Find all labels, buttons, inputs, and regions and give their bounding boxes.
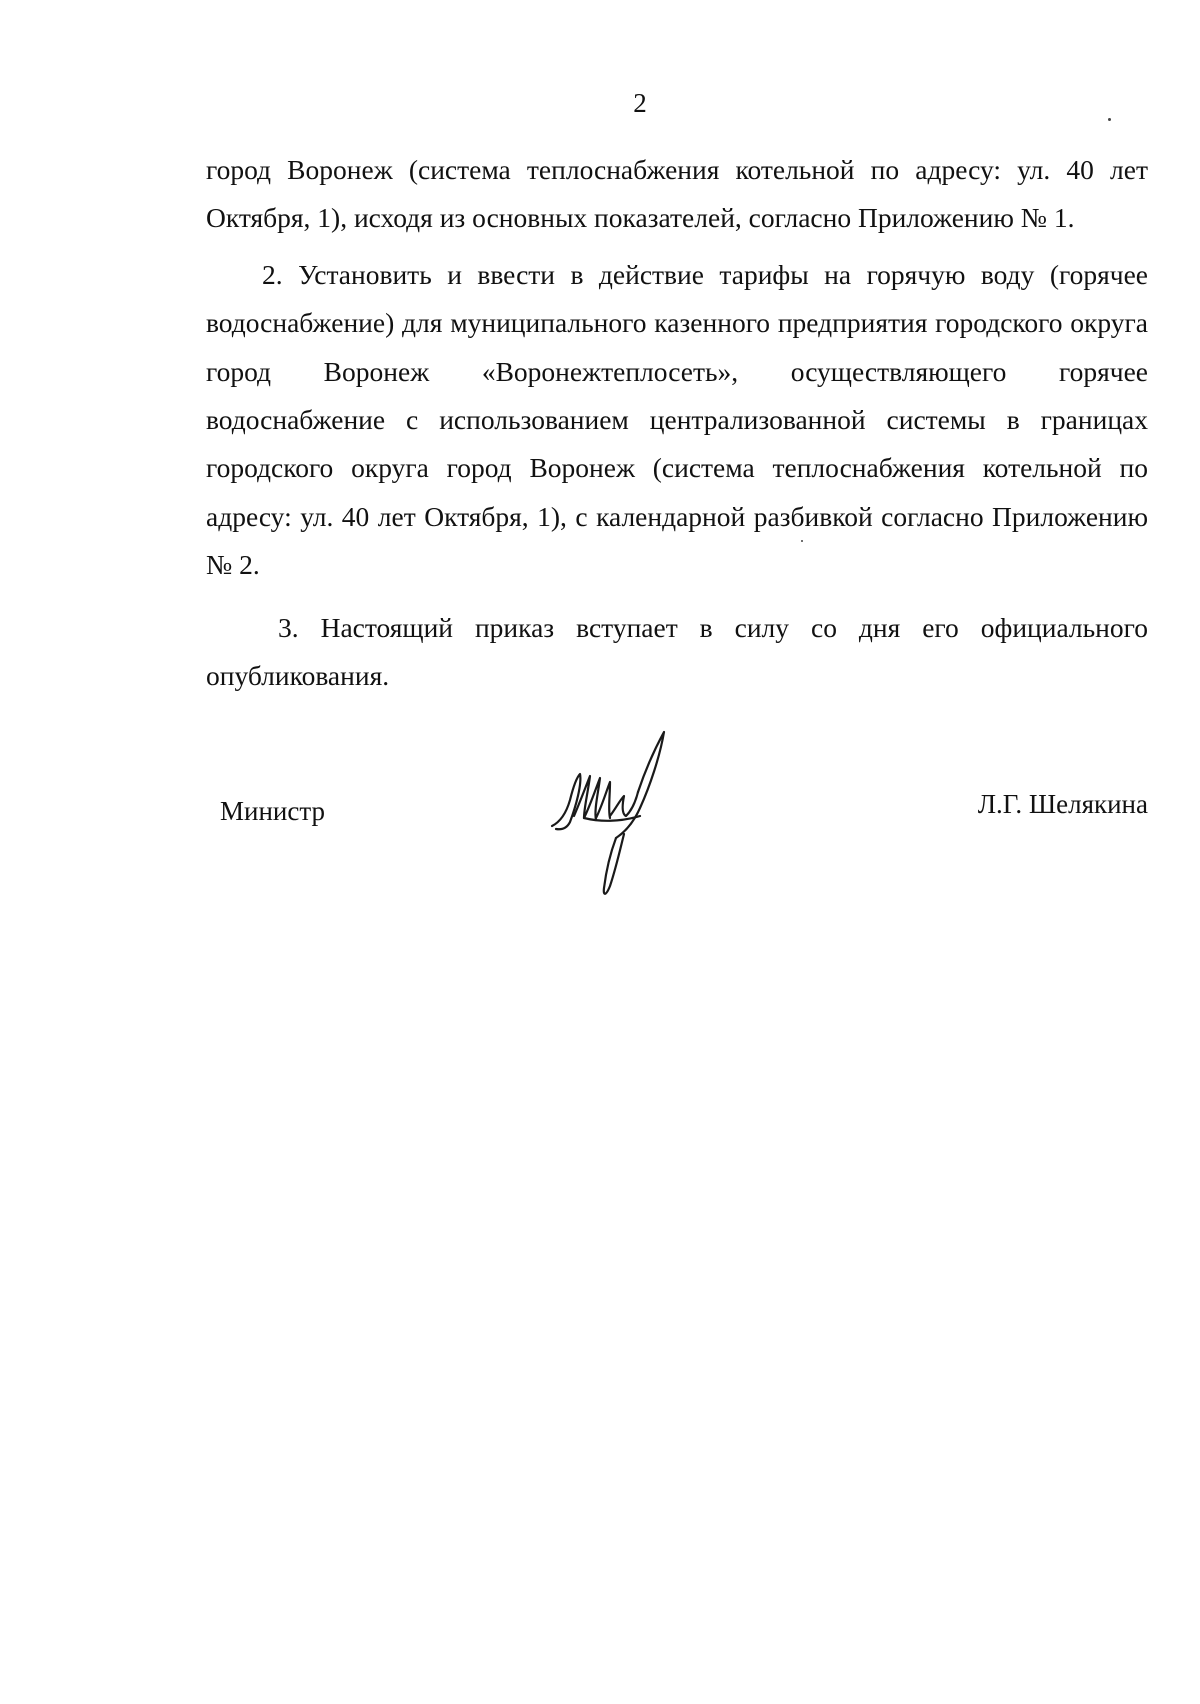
position-title: Министр bbox=[220, 796, 325, 826]
scan-speck bbox=[1108, 118, 1111, 121]
paragraph-item-3: 3. Настоящий приказ вступает в силу со дня его официального опубликования. bbox=[206, 611, 1148, 692]
paragraph-item-2: 2. Установить и ввести в действие тарифы на горячую воду (горячее водоснабжение) для муниципального казенного предприятия городского округа город Воронеж «Воронежтеплосеть», осуществляющего горячее водоснабжение с использованием централизованной системы в границах городского округа город Воронеж (система теплоснабжения котельной по адресу: ул. 40 лет Октября, 1), с календарной разбивкой согласно Приложению № 2. bbox=[206, 258, 1148, 581]
document-body bbox=[206, 146, 1148, 700]
paragraph-continuation: город Воронеж (система теплоснабжения котельной по адресу: ул. 40 лет Октября, 1), исходя из основных показателей, согласно Приложению № 1. bbox=[206, 154, 1148, 234]
signer-name: Л.Г. Шелякина bbox=[977, 789, 1148, 819]
page-number: 2 bbox=[633, 88, 647, 118]
handwritten-signature-icon bbox=[540, 726, 680, 898]
